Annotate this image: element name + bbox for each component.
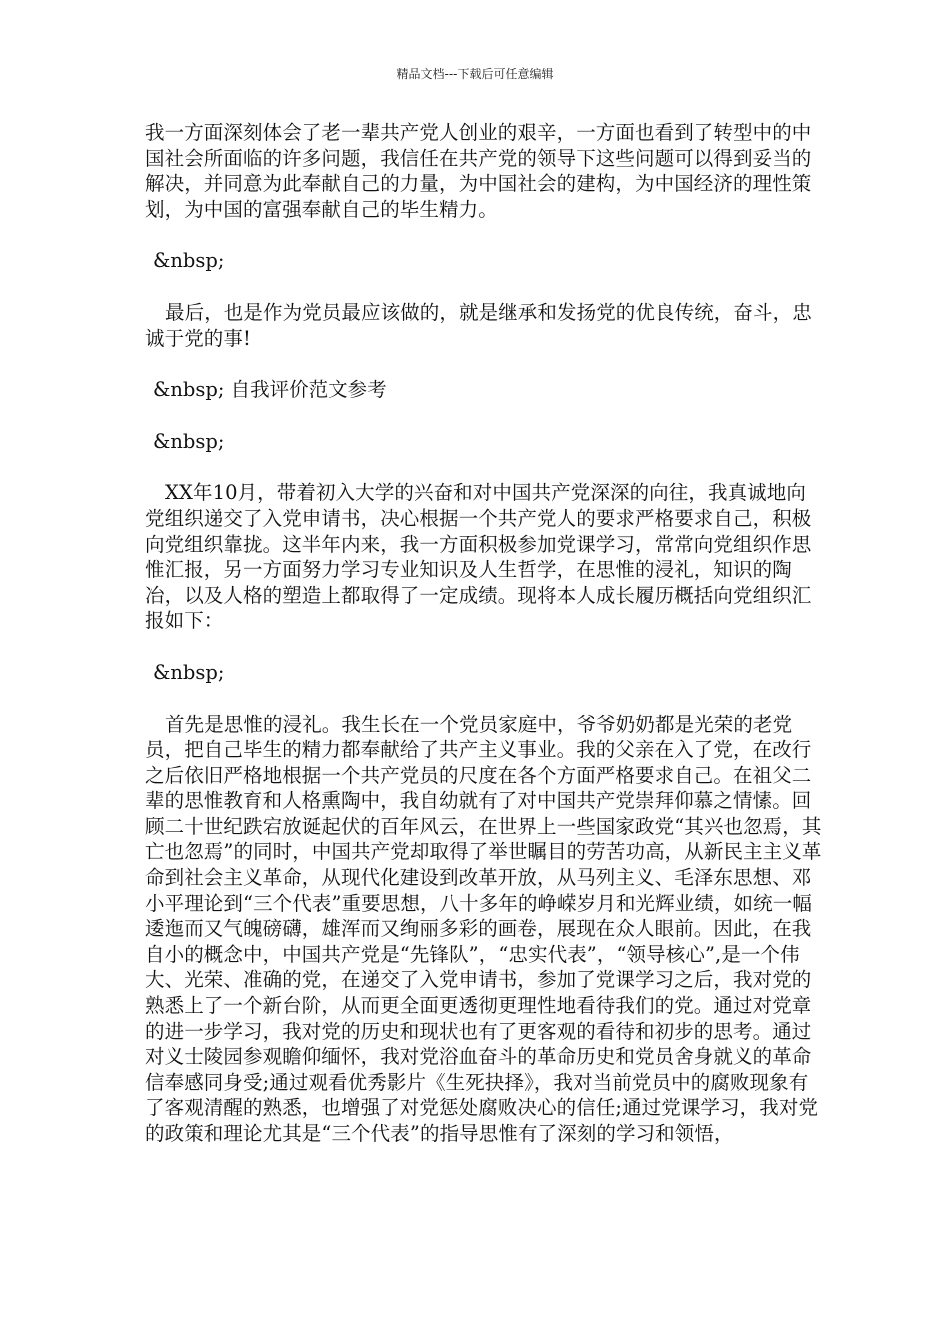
paragraph-reflection: 我一方面深刻体会了老一辈共产党人创业的艰辛，一方面也看到了转型中的中国社会所面临的许多问题，我信任在共产党的领导下这些问题可以得到妥当的解决，并同意为此奉献自己的力量，为中国社会的建构，为中国经济的理性策划，为中国的富强奉献自己的毕生精力。 [145,121,812,221]
paragraph-ideological-baptism: 首先是思惟的浸礼。我生长在一个党员家庭中，爷爷奶奶都是光荣的老党员，把自己毕生的精力都奉献给了共产主义事业。我的父亲在入了党，在改行之后依旧严格地根据一个共产党员的尺度在各个方面严格要求自己。在祖父二辈的思惟教育和人格熏陶中，我自幼就有了对中国共产党崇拜仰慕之情愫。回顾二十世纪跌宕放诞起伏的百年风云，在世界上一些国家政党“其兴也忽焉，其亡也忽焉”的同时，中国共产党却取得了举世瞩目的劳苦功高，从新民主主义革命到社会主义革命，从现代化建设到改革开放，从马列主义、毛泽东思想、邓小平理论到“三个代表”重要思想，八十多年的峥嵘岁月和光辉业绩，如统一幅逶迤而又气魄磅礴，雄浑而又绚丽多彩的画卷，展现在众人眼前。因此，在我自小的概念中，中国共产党是“先锋队”，“忠实代表”，“领导核心”,是一个伟大、光荣、准确的党，在递交了入党申请书，参加了党课学习之后，我对党的熟悉上了一个新台阶，从而更全面更透彻更理性地看待我们的党。通过对党章的进一步学习，我对党的历史和现状也有了更客观的看待和初步的思考。通过对义士陵园参观瞻仰缅怀，我对党浴血奋斗的革命历史和党员舍身就义的革命信奉感同身受;通过观看优秀影片《生死抉择》，我对当前党员中的腐败现象有了客观清醒的熟悉，也增强了对党惩处腐败决心的信任;通过党课学习，我对党的政策和理论尤其是“三个代表”的指导思惟有了深刻的学习和领悟， [145,712,822,1145]
paragraph-gap [145,222,825,248]
paragraph-gap [145,351,825,377]
nbsp-line: &nbsp; [153,249,225,273]
nbsp-line: &nbsp; [153,429,225,453]
paragraph-gap [145,274,825,300]
paragraph-gap [145,403,825,429]
page-header: 精品文档---下载后可任意编辑 [396,67,554,81]
document-body [145,120,825,1147]
paragraph-gap [145,634,825,660]
paragraph-gap [145,454,825,480]
section-heading: &nbsp; 自我评价范文参考 [153,378,387,402]
paragraph-introduction: XX年10月，带着初入大学的兴奋和对中国共产党深深的向往，我真诚地向党组织递交了入党申请书，决心根据一个共产党人的要求严格要求自己，积极向党组织靠拢。这半年内来，我一方面积极参加党课学习，常常向党组织作思惟汇报，另一方面努力学习专业知识及人生哲学，在思惟的浸礼，知识的陶冶，以及人格的塑造上都取得了一定成绩。现将本人成长履历概括向党组织汇报如下： [145,481,812,633]
nbsp-line: &nbsp; [153,660,225,684]
paragraph-conclusion: 最后，也是作为党员最应该做的，就是继承和发扬党的优良传统，奋斗，忠诚于党的事! [145,300,812,350]
paragraph-gap [145,686,825,712]
